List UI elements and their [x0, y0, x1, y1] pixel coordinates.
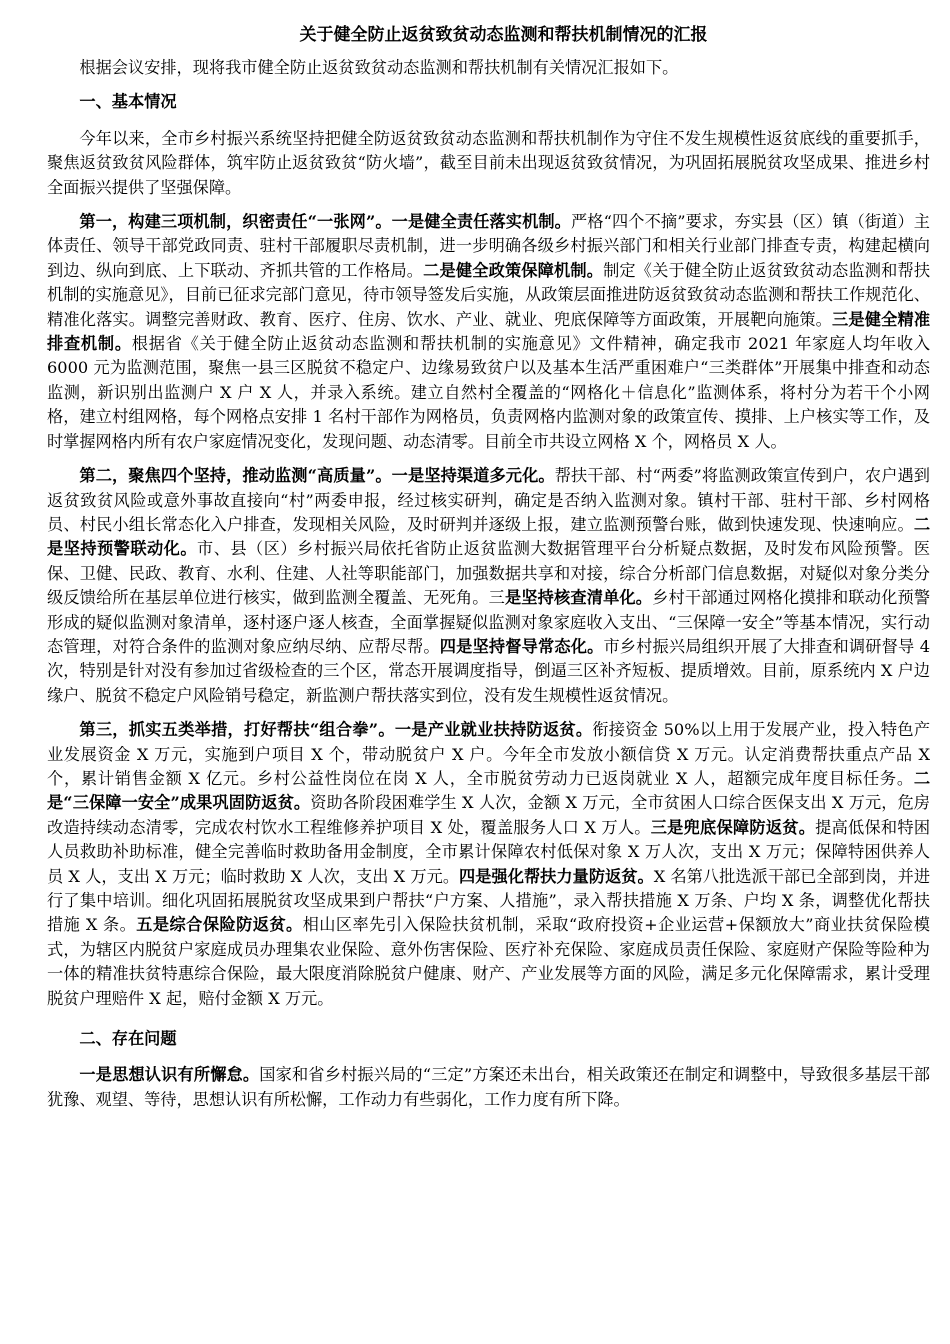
paragraph-text: 相山区率先引入保险扶贫机制，采取“政府投资+企业运营+保额放大”商业扶贫保险模式，为辖区内脱贫户家庭成员办理集农业保险、意外伤害保险、医疗补充保险、家庭成员责任保险、家庭财产保险等险种为一体的精准扶贫特惠综合保险，最大限度消除脱贫户健康、财产、产业发展等方面的风险，满足多元化保障需求，累计受理脱贫户理赔件 X 起，赔付金额 X 万元。	[47, 915, 930, 1008]
section-heading-existing-problems: 二、存在问题	[79, 1029, 177, 1049]
paragraph-subheading: 二是坚持预警联动化。	[47, 514, 930, 559]
paragraph-subheading: 四是坚持督导常态化。	[439, 636, 604, 656]
paragraph-subheading: 三是兜底保障防返贫。	[650, 817, 816, 837]
paragraph-text: 市乡村振兴局组织开展了大排查和调研督导 4 次，特别是针对没有参加过省级检查的三个区，常态开展调度指导，倒逼三区补齐短板、提质增效。目前，原系统内 X 户边缘户、脱贫不稳定户风险销号稳定，新监测户帮扶落实到位，没有发生规模性返贫情况。	[47, 636, 931, 705]
paragraph-four-persistences	[47, 464, 930, 708]
paragraph-subheading: 五是综合保险防返贫。	[136, 915, 303, 935]
paragraph-problem-awareness	[47, 1063, 930, 1112]
paragraph-lead: 第一，构建三项机制，织密责任“一张网”。一是健全责任落实机制。	[79, 212, 571, 232]
paragraph-lead: 第二，聚焦四个坚持，推动监测“高质量”。一是坚持渠道多元化。	[79, 466, 555, 486]
paragraph-text: 国家和省乡村振兴局的“三定”方案还未出台，相关政策还在制定和调整中，导致很多基层干部犹豫、观望、等待，思想认识有所松懈，工作动力有些弱化，工作力度有所下降。	[47, 1065, 930, 1109]
paragraph-text: 帮扶干部、村“两委”将监测政策宣传到户，农户遇到返贫致贫风险或意外事故直接向“村”两委申报，经过核实研判，确定是否纳入监测对象。镇村干部、驻村干部、乡村网格员、村民小组长常态化入户排查，发现相关风险，及时研判并逐级上报，建立监测预警台账，做到快速发现、快速响应。	[47, 466, 930, 534]
paragraph-text: X 名第八批选派干部已全部到岗，并进行了集中培训。细化巩固拓展脱贫攻坚成果到户帮扶“户方案、人措施”，录入帮扶措施 X 万条、户均 X 条，调整优化帮扶措施 X 条。	[47, 866, 931, 935]
overview-paragraph: 今年以来，全市乡村振兴系统坚持把健全防返贫致贫动态监测和帮扶机制作为守住不发生规模性返贫底线的重要抓手，聚焦返贫致贫风险群体，筑牢防止返贫致贫“防火墙”，截至目前未出现返贫致贫情况，为巩固拓展脱贫攻坚成果、推进乡村全面振兴提供了坚强保障。	[47, 128, 930, 197]
intro-paragraph: 根据会议安排，现将我市健全防止返贫致贫动态监测和帮扶机制有关情况汇报如下。	[79, 58, 679, 77]
paragraph-subheading: 二是“三保障一安全”成果巩固防返贫。	[47, 768, 930, 813]
paragraph-subheading: 三是健全精准排查机制。	[47, 309, 931, 354]
paragraph-text: 衔接资金 50%以上用于发展产业，投入特色产业发展资金 X 万元，实施到户项目 X 个，带动脱贫户 X 户。今年全市发放小额信贷 X 万元。认定消费帮扶重点产品 X 个，累计销售金额 X 亿元。乡村公益性岗位在岗 X 人，全市脱贫劳动力已返岗就业 X 人，超额完成年度目标任务。	[47, 720, 931, 788]
paragraph-subheading: 四是强化帮扶力量防返贫。	[459, 866, 654, 886]
paragraph-lead: 第三，抓实五类举措，打好帮扶“组合拳”。一是产业就业扶持防返贫。	[79, 720, 593, 740]
paragraph-subheading: 是坚持核查清单化。	[504, 588, 653, 608]
paragraph-five-measures	[47, 718, 930, 1011]
paragraph-subheading: 二是健全政策保障机制。	[423, 260, 604, 280]
paragraph-text: 严格“四个不摘”要求，夯实县（区）镇（街道）主体责任、领导干部党政同责、驻村干部履职尽责机制，进一步明确各级乡村振兴部门和相关行业部门排查专责，构建起横向到边、纵向到底、上下联动、齐抓共管的工作格局。	[47, 212, 930, 280]
document-title: 关于健全防止返贫致贫动态监测和帮扶机制情况的汇报	[299, 25, 708, 45]
paragraph-text: 乡村干部通过网格化摸排和联动化预警形成的疑似监测对象清单，逐村逐户逐人核查，全面掌握疑似监测对象家庭收入支出、“三保障一安全”等基本情况，实行动态管理，对符合条件的监测对象应纳尽纳、应帮尽帮。	[47, 588, 931, 656]
section-heading-basic-situation: 一、基本情况	[79, 92, 177, 112]
paragraph-text: 制定《关于健全防止返贫致贫动态监测和帮扶机制的实施意见》，目前已征求完部门意见，待市领导签发后实施，从政策层面推进防返贫致贫动态监测和帮扶工作规范化、精准化落实。调整完善财政、教育、医疗、住房、饮水、产业、就业、兜底保障等方面政策，开展靶向施策。	[47, 260, 931, 329]
paragraph-text: 提高低保和特困人员救助补助标准，健全完善临时救助备用金制度，全市累计保障农村低保对象 X 万人次，支出 X 万元；保障特困供养人员 X 人，支出 X 万元；临时救助 X 人次，支出 X 万元。	[47, 817, 931, 886]
paragraph-text: 市、县（区）乡村振兴局依托省防止返贫监测大数据管理平台分析疑点数据，及时发布风险预警。医保、卫健、民政、教育、水利、住建、人社等职能部门，加强数据共享和对接，综合分析部门信息数据，对疑似对象分类分级反馈给所在基层单位进行核实，做到监测全覆盖、无死角。三	[47, 539, 931, 608]
paragraph-text: 资助各阶段困难学生 X 人次，金额 X 万元，全市贫困人口综合医保支出 X 万元，危房改造持续动态清零，完成农村饮水工程维修养护项目 X 处，覆盖服务人口 X 万人。	[47, 793, 930, 837]
paragraph-lead: 一是思想认识有所懈怠。	[79, 1065, 260, 1085]
paragraph-three-mechanisms	[47, 210, 930, 454]
paragraph-text: 根据省《关于健全防止返贫动态监测和帮扶机制的实施意见》文件精神，确定我市 2021 年家庭人均年收入 6000 元为监测范围，聚焦一县三区脱贫不稳定户、边缘易致贫户以及基本生活严重困难户“三类群体”开展集中排查和动态监测，新识别出监测户 X 户 X 人，并录入系统。建立自然村全覆盖的“网格化＋信息化”监测体系，将村分为若干个小网格，建立村组网格，每个网格点安排 1 名村干部作为网格员，负责网格内监测对象的政策宣传、摸排、上户核实等工作，及时掌握网格内所有农户家庭情况变化，发现问题、动态清零。目前全市共设立网格 X 个，网格员 X 人。	[47, 334, 931, 451]
